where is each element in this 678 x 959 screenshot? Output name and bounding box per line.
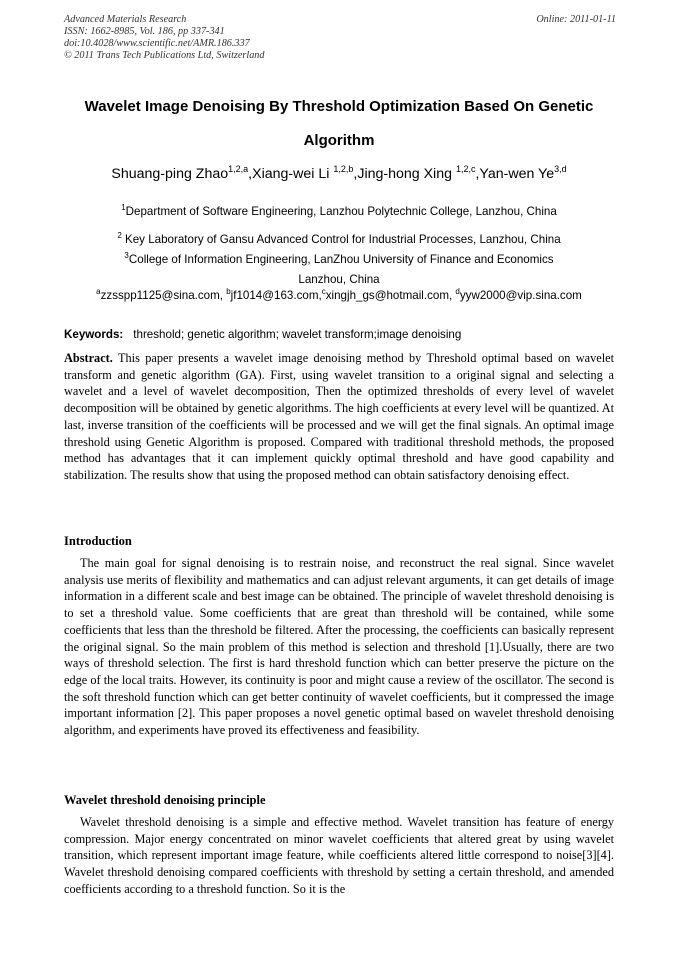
- affiliation-3-city: Lanzhou, China: [298, 273, 380, 286]
- doi-line: doi:10.4028/www.scientific.net/AMR.186.337: [64, 38, 250, 49]
- email-sup: c: [321, 287, 326, 296]
- principle-paragraph: Wavelet threshold denoising is a simple and effective method. Wavelet transition has feature of energy compression. Major energy concentrated on minor wavelet coefficients that altered great by using wavelet transition, which represent important image feature, while coefficients altered little correspond to noise[3][4]. Wavelet threshold denoising compared coefficients with threshold by setting a certain threshold, and amended coefficients according to a threshold function. So it is the: [64, 815, 614, 896]
- title-line-1: Wavelet Image Denoising By Threshold Optimization Based On Genetic: [84, 98, 594, 115]
- title-line-2: Algorithm: [303, 132, 375, 149]
- email-d[interactable]: yyw2000@vip.sina.com: [459, 289, 582, 302]
- issn-line: ISSN: 1662-8985, Vol. 186, pp 337-341: [64, 26, 225, 37]
- introduction-paragraph: The main goal for signal denoising is to restrain noise, and reconstruct the real signal. Since wavelet analysis use merits of flexibility and mathematics and can adjust relevant arguments, it can get details of image information in a different scale and best image can be obtained. The principle of wavelet threshold denoising is to set a threshold value. Some coefficients that are great than threshold will be contained, while some coefficients that less than the threshold be filtered. After the processing, the coefficients can basically represent the original signal. So the main problem of this method is selection and threshold [1].Usually, there are two ways of threshold selection. The first is hard threshold function which can better preserve the picture on the edge of the local traits. However, its continuity is poor and might cause a review of the oscillator. The second is the soft threshold function which can get better continuity of wavelet coefficients, but it compressed the image important information [2]. This paper proposes a novel genetic optimal based on wavelet threshold denoising algorithm, and experiments have proved its effectiveness and feasibility.: [64, 556, 614, 738]
- affiliation-sup: 3: [124, 251, 129, 260]
- author-name: Jing-hong Xing: [357, 166, 456, 182]
- author-name: Shuang-ping Zhao: [111, 166, 229, 182]
- affiliation-sup: 1: [121, 203, 126, 212]
- author-sep: ,: [353, 166, 358, 182]
- email-sup: b: [226, 287, 231, 296]
- keywords-line: [64, 327, 624, 343]
- email-sup: a: [96, 287, 101, 296]
- affiliation-3: [40, 252, 638, 268]
- keywords-label: Keywords:: [64, 328, 124, 341]
- journal-name: Advanced Materials Research: [64, 14, 187, 25]
- email-c[interactable]: xingjh_gs@hotmail.com,: [325, 289, 456, 302]
- abstract-paragraph: [64, 350, 614, 484]
- affiliation-sup: 2: [117, 231, 122, 240]
- introduction-heading: Introduction: [64, 534, 132, 548]
- affiliation-text: College of Information Engineering, LanZhou University of Finance and Economics: [128, 253, 554, 266]
- email-a[interactable]: zzsspp1125@sina.com,: [100, 289, 227, 302]
- author-sep: ,: [248, 166, 253, 182]
- author-list: [40, 164, 638, 184]
- affiliation-2: [40, 232, 638, 248]
- affiliation-text: Key Laboratory of Gansu Advanced Control for Industrial Processes, Lanzhou, China: [121, 233, 561, 246]
- principle-heading: Wavelet threshold denoising principle: [64, 793, 266, 807]
- copyright-line: © 2011 Trans Tech Publications Ltd, Switzerland: [64, 50, 265, 61]
- affiliation-text: Department of Software Engineering, Lanzhou Polytechnic College, Lanzhou, China: [125, 205, 557, 218]
- email-sup: d: [455, 287, 460, 296]
- author-sep: ,: [475, 166, 480, 182]
- paper-title: [40, 90, 638, 158]
- author-name: Yan-wen Ye: [479, 166, 555, 182]
- keywords-text: threshold; genetic algorithm; wavelet transform;image denoising: [133, 328, 462, 341]
- author-sup: 3,d: [554, 164, 567, 174]
- online-date: Online: 2011-01-11: [536, 14, 616, 25]
- affiliation-1: [40, 204, 638, 220]
- abstract-label: Abstract.: [64, 351, 113, 365]
- email-list: [40, 288, 638, 304]
- author-sup: 1,2,b: [333, 164, 354, 174]
- abstract-text: This paper presents a wavelet image denoising method by Threshold optimal based on wavelet transform and genetic algorithm (GA). First, using wavelet transition to a original signal and selecting a wavelet and a level of wavelet decomposition, Then the optimized thresholds of every level of wavelet decomposition will be obtained by genetic algorithms. The high coefficients at every level will be quantized. At last, inverse transition of the coefficients will be processed and we will get the final signals. An optimal image threshold using Genetic Algorithm is proposed. Compared with traditional threshold methods, the proposed method has advantages that it can implement quickly optimal threshold and have good capability and stabilization. The results show that using the proposed method can obtain satisfactory denoising effect.: [64, 351, 614, 482]
- author-sup: 1,2,c: [455, 164, 476, 174]
- email-b[interactable]: jf1014@163.com,: [230, 289, 322, 302]
- journal-header: [64, 14, 616, 62]
- author-sup: 1,2,a: [228, 164, 249, 174]
- author-name: Xiang-wei Li: [252, 166, 334, 182]
